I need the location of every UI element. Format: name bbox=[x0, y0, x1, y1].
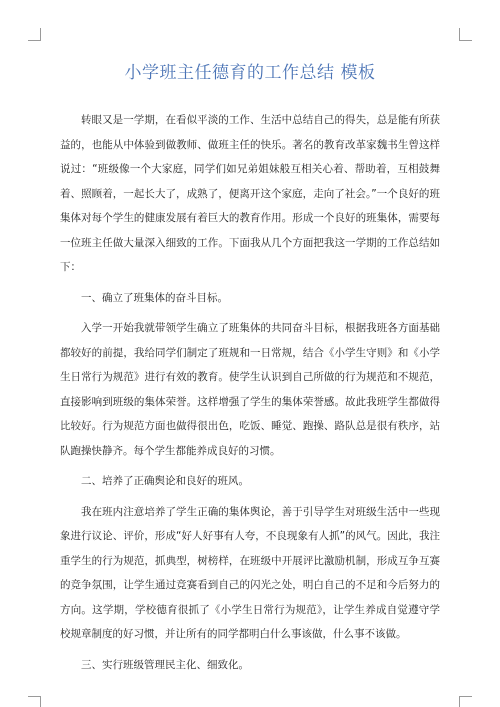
section-heading-3: 三、实行班级管理民主化、细致化。 bbox=[81, 658, 249, 671]
paragraph-intro: 转眼又是一学期，在看似平淡的工作、生活中总结自己的得失，总是能有所获益的，也能从中体验到做教师、做班主任的快乐。著名的教育改革家魏书生曾这样说过：“班级像一个大家庭，同学们如兄弟姐妹般互相关心着、帮助着，互相鼓舞着、照顾着，一起长大了，成熟了，便离开这个家庭，走向了社会。”一个良好的班集体对每个学生的健康发展有着巨大的教育作用。形成一个良好的班集体，需要每一位班主任做大量深入细致的工作。下面我从几个方面把我这一学期的工作总结如下： bbox=[60, 114, 440, 273]
document-body bbox=[60, 108, 440, 683]
paragraph-section-2: 我在班内注意培养了学生正确的集体舆论，善于引导学生对班级生活中一些现象进行议论、评价，形成“好人好事有人夸，不良现象有人抓”的风气。因此，我注重学生的行为规范，抓典型，树榜样，在班级中开展评比激励机制，形成互争互赛的竞争氛围，让学生通过竞赛看到自己的闪光之处，明白自己的不足和今后努力的方向。这学期，学校德育很抓了《小学生日常行为规范》，让学生养成自觉遵守学校规章制度的好习惯，并让所有的同学都明白什么事该做，什么事不该做。 bbox=[60, 505, 440, 640]
corner-mark-top-left bbox=[28, 28, 41, 41]
corner-mark-top-right bbox=[459, 28, 472, 41]
section-heading-1: 一、确立了班集体的奋斗目标。 bbox=[81, 291, 228, 304]
corner-mark-bottom-right bbox=[459, 696, 472, 707]
document-title: 小学班主任德育的工作总结 模板 bbox=[124, 63, 376, 83]
section-heading-2: 二、培养了正确舆论和良好的班风。 bbox=[81, 475, 249, 487]
paragraph-section-1: 入学一开始我就带领学生确立了班集体的共同奋斗目标，根据我班各方面基础都较好的前提，我给同学们制定了班规和一日常规，结合《小学生守则》和《小学生日常行为规范》进行有效的教育。使学生认识到自己所做的行为规范和不规范，直接影响到班级的集体荣誉。这样增强了学生的集体荣誉感。故此我班学生都做得比较好。行为规范方面也做得很出色，吃饭、睡觉、跑操、路队总是很有秩序，站队跑操快静齐。每个学生都能养成良好的习惯。 bbox=[60, 322, 440, 457]
corner-mark-bottom-left bbox=[28, 696, 41, 707]
